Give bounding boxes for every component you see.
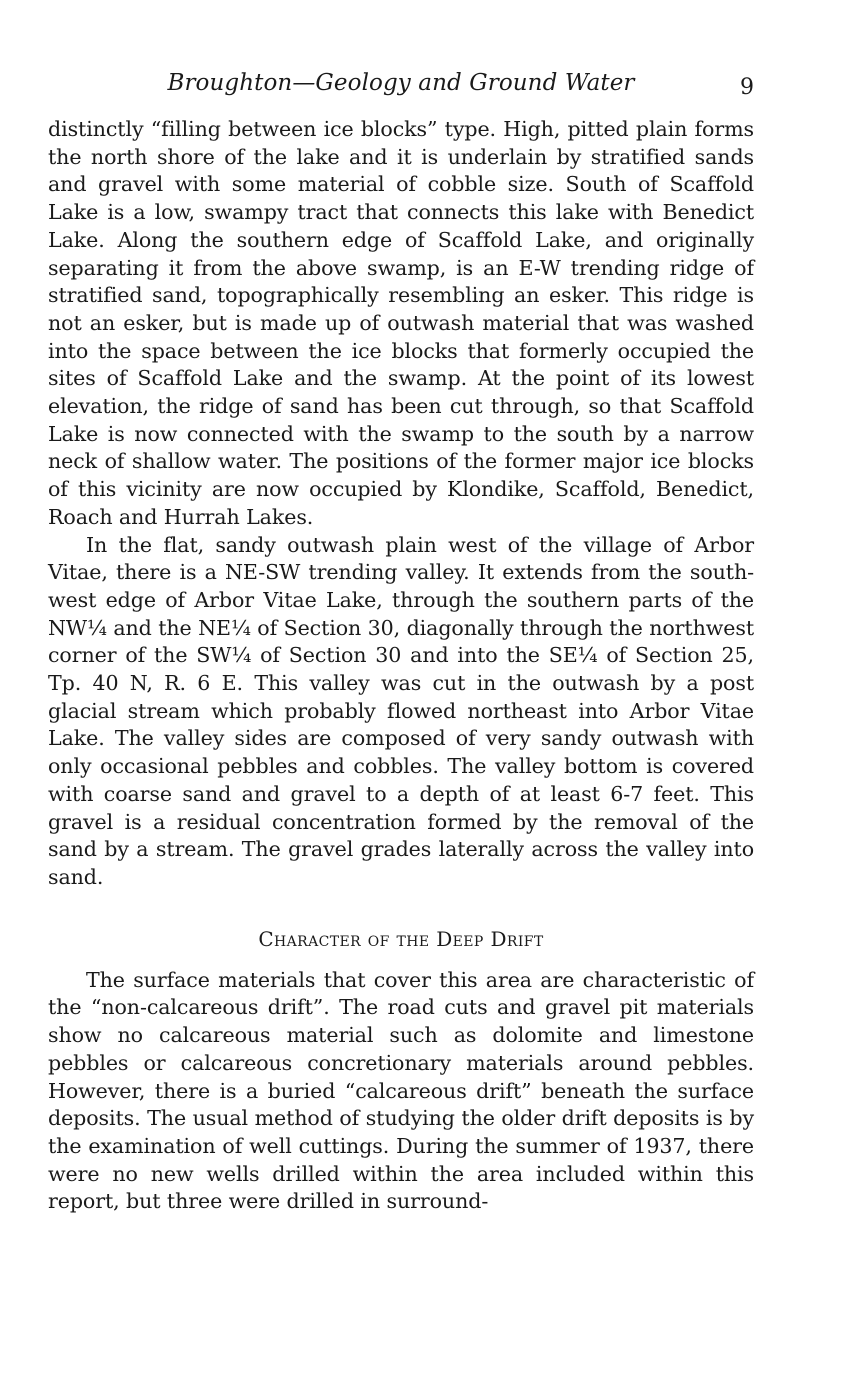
body-text bbox=[48, 116, 754, 1216]
paragraph-continued: distinctly “filling between ice blocks” type. High, pitted plain forms the north shore of the lake and it is underlain by stratified sands and gravel with some material of cobble size. South of Scaffold Lake is a low, swampy tract that connects this lake with Benedict Lake. Along the southern edge of Scaffold Lake, and originally separating it from the above swamp, is an E-W trending ridge of stratified sand, topographically resembling an esker. This ridge is not an esker, but is made up of outwash material that was washed into the space between the ice blocks that formerly occupied the sites of Scaffold Lake and the swamp. At the point of its lowest elevation, the ridge of sand has been cut through, so that Scaffold Lake is now connected with the swamp to the south by a narrow neck of shallow water. The positions of the former major ice blocks of this vicinity are now occupied by Klondike, Scaffold, Benedict, Roach and Hurrah Lakes. bbox=[48, 117, 754, 529]
paragraph-deep-drift: The surface materials that cover this area are characteristic of the “non-calcareous drift”. The road cuts and gravel pit materials show no calcareous material such as dolomite and limestone pebbles or calcareous concretionary materials around pebbles. However, there is a buried “calcareous drift” beneath the surface deposits. The usual method of studying the older drift deposits is by the examination of well cuttings. During the summer of 1937, there were no new wells drilled within the area included within this report, but three were drilled in surround- bbox=[48, 967, 754, 1214]
running-title: Broughton—Geology and Ground Water bbox=[167, 70, 635, 96]
page-number: 9 bbox=[740, 75, 754, 100]
book-page bbox=[48, 0, 754, 1380]
section-heading: Character of the Deep Drift bbox=[258, 926, 544, 951]
running-head bbox=[48, 70, 754, 104]
paragraph-arbor-vitae-valley: In the flat, sandy outwash plain west of the village of Arbor Vitae, there is a NE-SW trending valley. It extends from the south-west edge of Arbor Vitae Lake, through the southern parts of the NW¼ and the NE¼ of Section 30, diagonally through the northwest corner of the SW¼ of Section 30 and into the SE¼ of Section 25, Tp. 40 N, R. 6 E. This valley was cut in the outwash by a post glacial stream which probably flowed northeast into Arbor Vitae Lake. The valley sides are composed of very sandy outwash with only occasional pebbles and cobbles. The valley bottom is covered with coarse sand and gravel to a depth of at least 6-7 feet. This gravel is a residual concentration formed by the removal of the sand by a stream. The gravel grades laterally across the valley into sand. bbox=[48, 532, 754, 889]
